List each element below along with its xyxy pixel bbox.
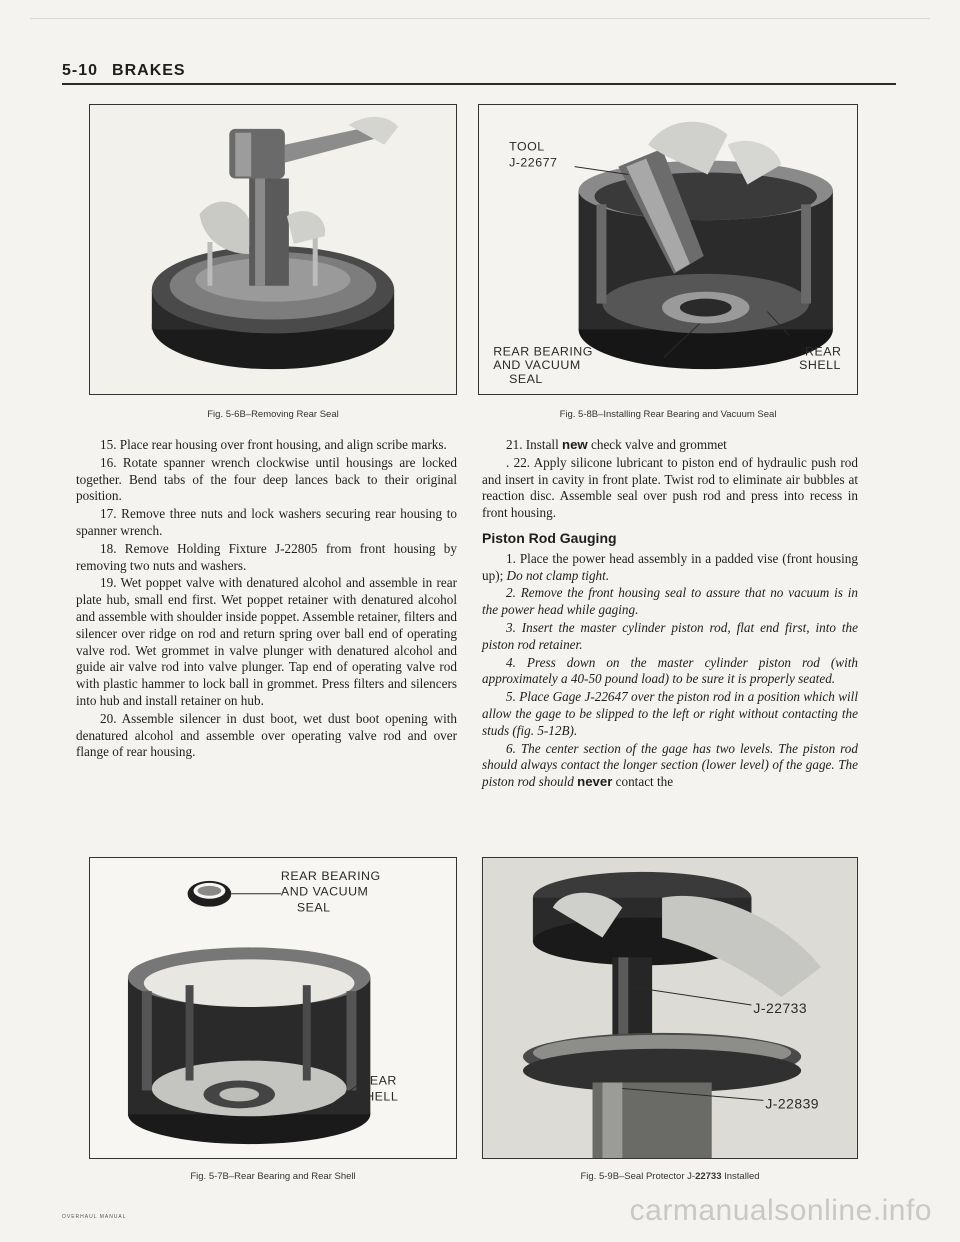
gauging-step-6 bbox=[482, 741, 858, 791]
caption-fig-5-9b-number: 22733 bbox=[695, 1171, 722, 1182]
gauging-step-2: 2. Remove the front housing seal to assure that no vacuum is in the power head while gaging. bbox=[482, 585, 858, 618]
gauging-step-1-text: 1. Place the power head assembly in a padded vise (front housing up); bbox=[482, 550, 858, 583]
page-header bbox=[62, 62, 186, 80]
caption-fig-5-6b: Fig. 5-6B–Removing Rear Seal bbox=[207, 409, 339, 420]
step-18: 18. Remove Holding Fixture J-22805 from front housing by removing two nuts and washers. bbox=[76, 540, 457, 573]
figure-rear-bearing-and-shell bbox=[89, 857, 457, 1159]
step-15: 15. Place rear housing over front housing, and align scribe marks. bbox=[100, 437, 447, 452]
label-rear-bearing-3: SEAL bbox=[509, 372, 543, 387]
step-21-text: 21. Install bbox=[506, 437, 563, 452]
label-j-22839: J-22839 bbox=[765, 1095, 820, 1112]
step-21-emphasis: new bbox=[562, 437, 588, 452]
label-rear-bearing-2: AND VACUUM bbox=[280, 884, 369, 899]
label-rear-bearing-1: REAR BEARING bbox=[280, 868, 381, 883]
photo-installing-rear-bearing bbox=[479, 105, 857, 394]
step-16: 16. Rotate spanner wrench clockwise until housings are locked together. Bend tabs of the four deep lances back to their original position. bbox=[76, 454, 457, 504]
header-rule bbox=[62, 83, 896, 85]
gauging-step-1-caution: Do not clamp tight. bbox=[506, 567, 610, 583]
gauging-step-1 bbox=[482, 551, 858, 585]
footer-manual-name: OVERHAUL MANUAL bbox=[62, 1214, 127, 1220]
photo-seal-protector bbox=[483, 858, 857, 1158]
step-21 bbox=[482, 437, 858, 454]
caption-fig-5-7b: Fig. 5-7B–Rear Bearing and Rear Shell bbox=[190, 1171, 356, 1182]
label-rear-shell-1: REAR bbox=[360, 1073, 397, 1088]
label-j-22733: J-22733 bbox=[753, 999, 808, 1016]
label-rear-bearing-2: AND VACUUM bbox=[493, 358, 581, 373]
step-20: 20. Assemble silencer in dust boot, wet dust boot opening with denatured alcohol and assemble over operating valve rod and over flange of rear housing. bbox=[76, 710, 457, 760]
left-column-text bbox=[76, 437, 457, 762]
right-column-text bbox=[482, 437, 858, 792]
figure-seal-protector bbox=[482, 857, 858, 1159]
step-19: 19. Wet poppet valve with denatured alcohol and assemble in rear plate hub, small end first. Wet poppet retainer with denatured alcohol and assemble with shoulder inside poppet. Assemble retainer, filters and silencer over ridge on rod and return spring over ball end of operating valve rod. Wet grommet in valve plunger with denatured alcohol and guide air valve rod into valve plunger. Tap end of operating valve rod with plastic hammer to lock ball in grommet. Press filters and silencers into hub and install retainer on hub. bbox=[76, 575, 457, 708]
page-number: 5-10 bbox=[62, 62, 99, 79]
figure-removing-rear-seal bbox=[89, 104, 457, 395]
step-22: . 22. Apply silicone lubricant to piston end of hydraulic push rod and insert in cavity in front plate. Twist rod to eliminate air bubbles at reaction disc. Assemble seal over push rod and press into recess in front housing. bbox=[482, 454, 858, 521]
drawing-rear-bearing-and-shell bbox=[90, 858, 456, 1158]
step-21-rest: check valve and grommet bbox=[587, 437, 727, 452]
caption-fig-5-9b-text: Fig. 5-9B–Seal Protector J- bbox=[580, 1171, 696, 1182]
gauging-step-5: 5. Place Gage J-22647 over the piston rod in a position which will allow the gage to be slipped to the left or right without contacting the studs (fig. 5-12B). bbox=[482, 689, 858, 738]
figure-installing-rear-bearing bbox=[478, 104, 858, 395]
scan-top-edge bbox=[30, 18, 930, 19]
subhead-piston-rod-gauging: Piston Rod Gauging bbox=[482, 529, 617, 546]
label-rear-bearing-3: SEAL bbox=[296, 900, 331, 915]
step-17: 17. Remove three nuts and lock washers securing rear housing to spanner wrench. bbox=[76, 506, 457, 538]
photo-removing-rear-seal bbox=[90, 105, 456, 394]
label-tool: TOOL bbox=[509, 139, 545, 154]
gauging-step-4: 4. Press down on the master cylinder piston rod (with approximately a 40-50 pound load) to be sure it is properly seated. bbox=[482, 654, 858, 687]
gauging-step-6-emphasis: never bbox=[577, 774, 613, 790]
gauging-step-3: 3. Insert the master cylinder piston rod, flat end first, into the piston rod retainer. bbox=[482, 619, 858, 652]
label-rear-shell-2: SHELL bbox=[356, 1089, 399, 1104]
gauging-step-6-text: 6. The center section of the gage has two levels. The piston rod should always contact the longer section (lower level) of the gage. The piston rod should bbox=[482, 740, 858, 790]
section-title: BRAKES bbox=[112, 62, 186, 79]
watermark: carmanualsonline.info bbox=[629, 1194, 932, 1227]
label-tool-number: J-22677 bbox=[509, 155, 558, 170]
caption-fig-5-8b: Fig. 5-8B–Installing Rear Bearing and Vacuum Seal bbox=[559, 409, 777, 420]
label-rear-shell-1: REAR bbox=[805, 344, 842, 359]
caption-fig-5-9b-rest: Installed bbox=[721, 1171, 760, 1182]
caption-fig-5-9b bbox=[482, 1171, 858, 1182]
label-rear-shell-2: SHELL bbox=[799, 358, 841, 373]
gauging-step-6-rest: contact the bbox=[612, 774, 674, 790]
label-rear-bearing-1: REAR BEARING bbox=[493, 344, 593, 359]
